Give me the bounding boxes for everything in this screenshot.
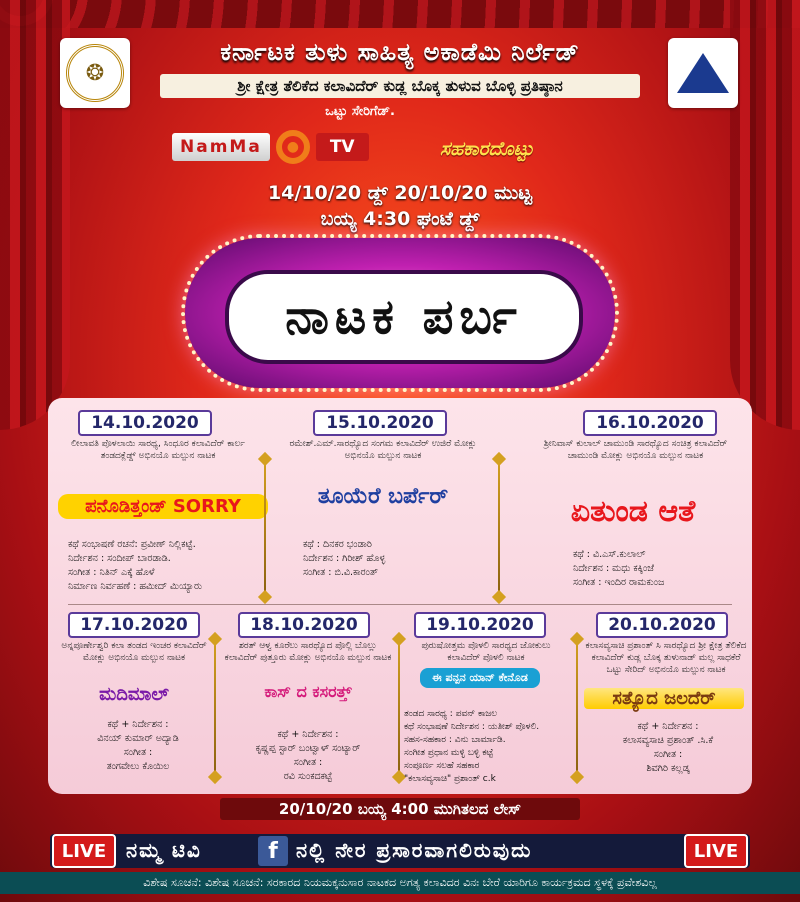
credit-line: ಸಂಗೀತ : ಇಂದಿರ ರಾಮಕುಂಜ <box>573 577 665 588</box>
divider <box>264 458 266 598</box>
play-title: ಈ ಪನ್ಪನ ಯಾನ್ ಕೇನೊಡ <box>420 668 540 688</box>
credit-line: ಕಥೆ : ವಿ.ಎಸ್.ಕುಲಾಲ್ <box>573 549 646 560</box>
divider <box>576 638 578 778</box>
namma-label: NamMa <box>172 133 270 161</box>
play-title: ಏತುಂಡ ಆತೆ <box>570 494 696 529</box>
marquee-inner <box>225 270 583 364</box>
play-title: ತೂಯೆರೆ ಬರ್ಪೆರ್ <box>317 484 449 509</box>
divider <box>398 638 400 778</box>
row-divider <box>68 604 732 605</box>
org-line-3: ಒಟ್ಟು ಸೇರಿಗೆಡ್. <box>325 104 395 119</box>
play-title: ಸತ್ಯೊದ ಜಲದೆರ್ <box>584 688 744 709</box>
play-credits <box>588 720 748 776</box>
live-badge-left: LIVE <box>52 834 116 868</box>
credit-line: ವಿನಯ್ ಕುಮಾರ್ ಅದ್ಯಾಡಿ <box>97 733 179 744</box>
live-right-text: ನಲ್ಲಿ ನೇರ ಪ್ರಸಾರವಾಗಲಿರುವುದು <box>296 838 533 862</box>
credit-line: ಸಂಗೀತ : <box>653 749 683 760</box>
finale-date: 20/10/20 ಬಯ್ಯ 4:00 ಮುಗಿತಲದ ಲೇಸ್ <box>220 798 580 820</box>
play-title: ಮದಿಮಾಲ್ <box>99 684 169 705</box>
play-credits <box>573 548 743 590</box>
tv-label: TV <box>316 133 369 161</box>
divider <box>498 458 500 598</box>
play-date: 19.10.2020 <box>414 612 546 638</box>
play-date: 15.10.2020 <box>313 410 447 436</box>
play-intro: ಶ್ರೀನಿವಾಸ್ ಕುಲಾಲ್ ಚಾಮುಂಡಿ ಸಾರಥ್ಯೊದ ಸಂಚಿತ್ರ ಕಲಾವಿದೆರ್ ಚಾಮುಂಡಿ ಮೋಕ್ಲು ಅಭಿನಯೊ ಮಲ್ಪುನ ನಾಟಕ <box>543 439 728 461</box>
festival-marquee <box>185 238 615 388</box>
play-credits <box>68 538 278 594</box>
play-title: ಪನೊಡಿತ್ತಂಡ್ SORRY <box>58 494 268 519</box>
play-intro: ರಮೇಶ್.ಎಮ್.ಸಾರಥ್ಯೊದ ಸಂಗಮ ಕಲಾವಿದೆರ್ ಉಜಿರೆ ಮೋಕ್ಲು ಅಭಿನಯೊ ಮಲ್ಪುನ ನಾಟಕ <box>289 439 477 461</box>
credit-line: ರವಿ ಸುಂಕದಕಟ್ಟೆ <box>283 771 333 782</box>
credit-line: ಕಥೆ : ದಿನಕರ ಭಂಡಾರಿ <box>303 539 372 550</box>
credit-line: ಸಂಗೀತ : ನಿತಿನ್ ಎಕ್ಕೆ ಹೊಳೆ <box>68 567 155 578</box>
credit-line: ಸಂಗೀತ ಪ್ರಧಾನ ಮಳ್ಳಿ ಬಳ್ಳಿ ಕಟ್ಟೆ <box>404 748 494 758</box>
credit-line: ಸಂಗೀತ : ಬಿ.ವಿ.ಕಾರಂತ್ <box>303 567 378 578</box>
credit-line: ಕಥೆ + ನಿರ್ದೇಶನ : <box>637 721 699 732</box>
credit-line: ನಿರ್ದೇಶನ : ಮಧು ಕಕ್ಕಿಂಜೆ <box>573 563 654 574</box>
pratishthana-logo-icon <box>677 53 729 93</box>
play-date: 18.10.2020 <box>238 612 370 638</box>
credit-line: ಸಂಪೂರ್ಣ ಸಲಹೆ ಸಹಕಾರ <box>404 761 480 771</box>
credit-line: ಕಥೆ + ನಿರ್ದೇಶನ : <box>107 719 169 730</box>
live-left-text: ನಮ್ಮ ಟಿವಿ <box>126 838 202 862</box>
sahakara-text: ಸಹಕಾರದೊಟ್ಟು <box>440 138 534 160</box>
live-badge-right: LIVE <box>684 834 748 868</box>
play-credits <box>223 728 393 784</box>
credit-line: ಕಥೆ ಸಂಭಾಷಣೆ ನಿರ್ದೇಶನ : ಯತೀಶ್ ಪೊಳಲಿ. <box>404 722 540 732</box>
festival-title: ನಾಟಕ ಪರ್ಬ <box>285 288 523 345</box>
plays-panel <box>48 398 752 794</box>
play-intro: ಅನ್ನಪೂರ್ಣೇಶ್ವರಿ ಕಲಾ ತಂಡದ ಇಂಚರ ಕಲಾವಿದೆರ್ ಮೋಕ್ಲು ಅಭಿನಯೊ ಮಲ್ಪುನ ನಾಟಕ <box>61 641 207 663</box>
credit-line: ಕಥೆ ಸಂಭಾಷಣೆ ರಚನೆ: ಪ್ರವೀಣ್ ನಿಲ್ಲಿಕಟ್ಟೆ. <box>68 539 196 550</box>
curtain-valance <box>0 0 800 28</box>
credit-line: ಸಂಗೀತ : <box>293 757 323 768</box>
play-intro: ಕಲಾಸವ್ಯಸಾಚಿ ಪ್ರಶಾಂತ್ ಸಿ ಸಾರಥ್ಯೊದ ಶ್ರೀ ಕ್ಷೇತ್ರ ತೆಲಿಕೆದ ಕಲಾವಿದೆರ್ ಕುಡ್ಲ ಬೊಕ್ಕ ತುಳುನಾಡ್ ಮಲ್ಲ ಸಾಧಕೆರೆ ಒಟ್ಟು ಸೇರಿದ್ ಅಭಿನಯೊ ಮಲ್ಪುನ ನಾಟಕ <box>585 641 747 675</box>
play-date: 16.10.2020 <box>583 410 717 436</box>
play-intro: ಪುರುಷೋತ್ತಮ ಪೊಳಲಿ ಸಾರಥ್ಯದ ಜೋಕುಲು ಕಲಾವಿದೆರ್ ಪೊಳಲಿ ನಾಟಕ <box>421 641 551 663</box>
credit-line: ಸಹಸ-ಸಹಕಾರ : ವಿನು ಬಾರ್ಮಾಡಿ. <box>404 735 506 745</box>
play-credits <box>404 708 574 786</box>
credit-line: ನಿರ್ಮಾಣ ನಿರ್ವಹಣೆ : ಹಮೀದ್ ಮಿಯ್ಯಾರು <box>68 581 202 592</box>
special-notice: ವಿಶೇಷ ಸೂಚನೆ: ವಿಶೇಷ ಸೂಚನೆ: ಸರಕಾರದ ನಿಯಮಕ್ಕನುಸಾರ ನಾಟಕದ ಅಗತ್ಯ ಕಲಾವಿದರ ವಿನಃ ಬೇರೆ ಯಾರಿಗೂ ಕಾರ್ಯಕ್ರಮದ ಸ್ಥಳಕ್ಕೆ ಪ್ರವೇಶವಿಲ್ಲ <box>0 872 800 894</box>
play-credits <box>58 718 218 774</box>
karnataka-emblem-logo <box>60 38 130 108</box>
play-title: ಕಾಸ್ ದ ಕಸರತ್ತ್ <box>264 682 352 701</box>
play-date: 17.10.2020 <box>68 612 200 638</box>
divider <box>214 638 216 778</box>
credit-line: ತಂಗವೇಲು ಕೊಯಿಲ <box>106 761 170 772</box>
org-line-2: ಶ್ರೀ ಕ್ಷೇತ್ರ ತೆಲಿಕೆದ ಕಲಾವಿದೆರ್ ಕುಡ್ಲ ಬೊಕ್ಕ ತುಳುವ ಬೊಳ್ಳಿ ಪ್ರತಿಷ್ಠಾನ <box>160 74 640 98</box>
credit-line: ಕೃಷ್ಣಪ್ಪ ಸ್ಟಾರ್ ಬಂಟ್ವಾಳ್ ಸಂಟ್ಯಾರ್ <box>255 743 361 754</box>
credit-line: ಕಥೆ + ನಿರ್ದೇಶನ : <box>277 729 339 740</box>
credit-line: ನಿರ್ದೇಶನ : ಸಂದೀಪ್ ಬಾರಡಾಡಿ. <box>68 553 171 564</box>
credit-line: ಶಿವಗಿರಿ ಕಲ್ಲಡ್ಕ <box>646 763 690 774</box>
namma-tv-logo <box>172 128 416 166</box>
play-date: 20.10.2020 <box>596 612 728 638</box>
play-intro: ಶರತ್ ಆಳ್ವ ಕೂರೆಲು ಸಾರಥ್ಯೊದ ಪೊಲ್ಲಿ ಬೊಲ್ಲು ಕಲಾವಿದೆರ್ ಪುತ್ತೂರು ಮೋಕ್ಲು ಅಭಿನಯೊ ಮಲ್ಪುನ ನಾಟಕ <box>224 641 392 663</box>
schedule-time: ಬಯ್ಯ 4:30 ಘಂಟೆ ಡ್ದ್ <box>320 208 480 230</box>
org-line-1: ಕರ್ನಾಟಕ ತುಳು ಸಾಹಿತ್ಯ ಅಕಾಡೆಮಿ ನಿರ್ಲೆಡ್ <box>220 38 580 66</box>
schedule-dates: 14/10/20 ಡ್ದ್ 20/10/20 ಮುಟ್ಟ <box>267 182 533 204</box>
credit-line: ಕಲಾಸವ್ಯಸಾಚಿ ಪ್ರಶಾಂತ್ .ಸಿ.ಕೆ <box>622 735 714 746</box>
eye-icon: ● <box>276 130 310 164</box>
play-intro: ಲೀಲಾವತಿ ಪೊಳಲಾಯಿ ಸಾರಥ್ಯ, ಸಿಂಧೂರ ಕಲಾವಿದೆರ್ ಕಾರ್ಲ ತಂಡದಕ್ಲೆಡ್ದ್ ಅಭಿನಯೊ ಮಲ್ಪುನ ನಾಟಕ <box>71 439 245 461</box>
play-date: 14.10.2020 <box>78 410 212 436</box>
pratishthana-logo <box>668 38 738 108</box>
play-credits <box>303 538 483 580</box>
credit-line: ಸಂಗೀತ : <box>123 747 153 758</box>
credit-line: "ಕಲಾಸವ್ಯಸಾಚಿ" ಪ್ರಶಾಂತ್ c.k <box>404 774 496 784</box>
karnataka-emblem-icon: ❂ <box>66 44 124 102</box>
facebook-icon[interactable]: f <box>258 836 288 866</box>
credit-line: ತಂಡದ ಸಾರಥ್ಯ : ಪವನ್ ಕಾಜಲ <box>404 709 498 719</box>
credit-line: ನಿರ್ದೇಶನ : ಗಿರೀಶ್ ಹೊಳ್ಳ <box>303 553 386 564</box>
